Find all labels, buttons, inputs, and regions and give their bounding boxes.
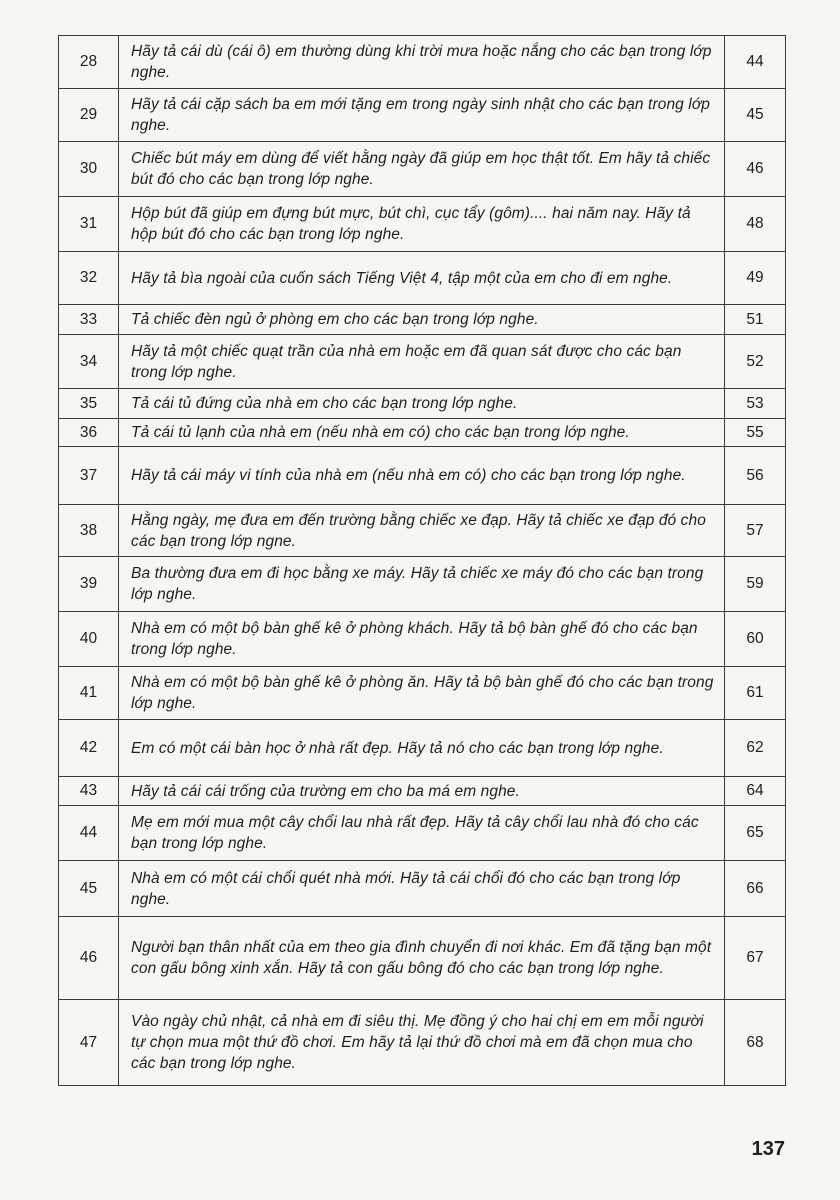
- row-text: Em có một cái bàn học ở nhà rất đẹp. Hãy tả nó cho các bạn trong lớp nghe.: [119, 720, 725, 777]
- row-number: 41: [59, 667, 119, 720]
- row-number: 32: [59, 252, 119, 305]
- contents-table-body: [59, 36, 786, 1086]
- table-row: [59, 777, 786, 806]
- row-page: 65: [725, 806, 786, 861]
- contents-table-container: [58, 35, 785, 1086]
- row-number: 29: [59, 89, 119, 142]
- row-text: Hãy tả bìa ngoài của cuốn sách Tiếng Việt 4, tập một của em cho đi em nghe.: [119, 252, 725, 305]
- row-text: Hãy tả cái cặp sách ba em mới tặng em trong ngày sinh nhật cho các bạn trong lớp nghe.: [119, 89, 725, 142]
- row-number: 47: [59, 1000, 119, 1086]
- row-text: Chiếc bút máy em dùng để viết hằng ngày đã giúp em học thật tốt. Em hãy tả chiếc bút đó cho các bạn trong lớp nghe.: [119, 142, 725, 197]
- row-text: Hãy tả một chiếc quạt trần của nhà em hoặc em đã quan sát được cho các bạn trong lớp nghe.: [119, 335, 725, 389]
- row-page: 56: [725, 447, 786, 505]
- table-row: [59, 720, 786, 777]
- table-row: [59, 89, 786, 142]
- table-row: [59, 612, 786, 667]
- row-text: Tả cái tủ lạnh của nhà em (nếu nhà em có) cho các bạn trong lớp nghe.: [119, 419, 725, 447]
- row-text: Người bạn thân nhất của em theo gia đình chuyển đi nơi khác. Em đã tặng bạn một con gấu bông xinh xắn. Hãy tả con gấu bông đó cho các bạn trong lớp nghe.: [119, 917, 725, 1000]
- table-row: [59, 252, 786, 305]
- table-row: [59, 197, 786, 252]
- row-page: 61: [725, 667, 786, 720]
- table-row: [59, 1000, 786, 1086]
- row-number: 43: [59, 777, 119, 806]
- row-text: Nhà em có một bộ bàn ghế kê ở phòng khách. Hãy tả bộ bàn ghế đó cho các bạn trong lớp nghe.: [119, 612, 725, 667]
- row-text: Tả cái tủ đứng của nhà em cho các bạn trong lớp nghe.: [119, 389, 725, 419]
- row-page: 44: [725, 36, 786, 89]
- row-page: 52: [725, 335, 786, 389]
- row-text: Mẹ em mới mua một cây chổi lau nhà rất đẹp. Hãy tả cây chổi lau nhà đó cho các bạn trong lớp nghe.: [119, 806, 725, 861]
- row-page: 53: [725, 389, 786, 419]
- table-row: [59, 389, 786, 419]
- row-page: 55: [725, 419, 786, 447]
- row-number: 37: [59, 447, 119, 505]
- table-row: [59, 142, 786, 197]
- row-page: 45: [725, 89, 786, 142]
- row-number: 28: [59, 36, 119, 89]
- row-text: Hãy tả cái máy vi tính của nhà em (nếu nhà em có) cho các bạn trong lớp nghe.: [119, 447, 725, 505]
- row-text: Hãy tả cái cái trống của trường em cho ba má em nghe.: [119, 777, 725, 806]
- row-page: 62: [725, 720, 786, 777]
- row-number: 39: [59, 557, 119, 612]
- table-row: [59, 419, 786, 447]
- contents-table: [58, 35, 786, 1086]
- row-number: 38: [59, 505, 119, 557]
- row-number: 36: [59, 419, 119, 447]
- row-page: 68: [725, 1000, 786, 1086]
- row-number: 31: [59, 197, 119, 252]
- table-row: [59, 557, 786, 612]
- row-page: 59: [725, 557, 786, 612]
- row-page: 60: [725, 612, 786, 667]
- table-row: [59, 335, 786, 389]
- row-page: 66: [725, 861, 786, 917]
- row-page: 46: [725, 142, 786, 197]
- row-text: Ba thường đưa em đi học bằng xe máy. Hãy tả chiếc xe máy đó cho các bạn trong lớp nghe.: [119, 557, 725, 612]
- row-text: Hộp bút đã giúp em đựng bút mực, bút chì, cục tẩy (gôm).... hai năm nay. Hãy tả hộp bút đó cho các bạn trong lớp nghe.: [119, 197, 725, 252]
- row-text: Hằng ngày, mẹ đưa em đến trường bằng chiếc xe đạp. Hãy tả chiếc xe đạp đó cho các bạn trong lớp ngne.: [119, 505, 725, 557]
- row-number: 40: [59, 612, 119, 667]
- page-number: 137: [751, 1138, 785, 1160]
- row-number: 44: [59, 806, 119, 861]
- row-page: 49: [725, 252, 786, 305]
- table-row: [59, 861, 786, 917]
- row-text: Vào ngày chủ nhật, cả nhà em đi siêu thị. Mẹ đồng ý cho hai chị em em mỗi người tự chọn mua một thứ đồ chơi. Em hãy tả lại thứ đồ chơi mà em đã chọn mua cho các bạn trong lớp nghe.: [119, 1000, 725, 1086]
- row-number: 46: [59, 917, 119, 1000]
- table-row: [59, 667, 786, 720]
- table-row: [59, 447, 786, 505]
- row-number: 42: [59, 720, 119, 777]
- table-row: [59, 505, 786, 557]
- row-text: Nhà em có một cái chổi quét nhà mới. Hãy tả cái chổi đó cho các bạn trong lớp nghe.: [119, 861, 725, 917]
- row-number: 45: [59, 861, 119, 917]
- row-number: 30: [59, 142, 119, 197]
- table-row: [59, 305, 786, 335]
- row-text: Hãy tả cái dù (cái ô) em thường dùng khi trời mưa hoặc nắng cho các bạn trong lớp nghe.: [119, 36, 725, 89]
- row-page: 48: [725, 197, 786, 252]
- row-page: 57: [725, 505, 786, 557]
- table-row: [59, 36, 786, 89]
- row-number: 33: [59, 305, 119, 335]
- row-page: 67: [725, 917, 786, 1000]
- table-row: [59, 806, 786, 861]
- row-text: Nhà em có một bộ bàn ghế kê ở phòng ăn. Hãy tả bộ bàn ghế đó cho các bạn trong lớp nghe.: [119, 667, 725, 720]
- row-page: 64: [725, 777, 786, 806]
- row-text: Tả chiếc đèn ngủ ở phòng em cho các bạn trong lớp nghe.: [119, 305, 725, 335]
- table-row: [59, 917, 786, 1000]
- row-page: 51: [725, 305, 786, 335]
- row-number: 35: [59, 389, 119, 419]
- row-number: 34: [59, 335, 119, 389]
